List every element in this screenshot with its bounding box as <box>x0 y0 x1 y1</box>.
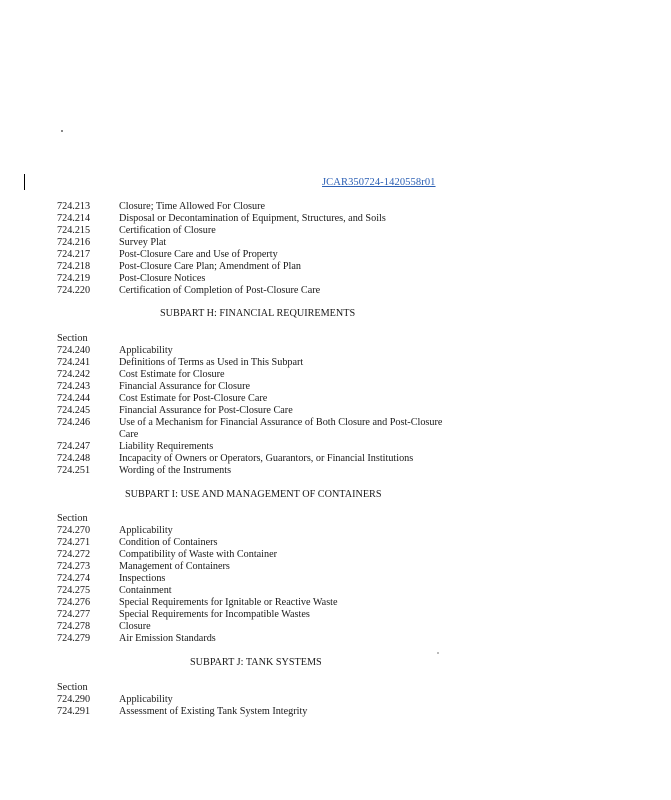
section-number: 724.246 <box>57 417 91 428</box>
section-number: 724.291 <box>57 706 91 717</box>
toc-row <box>57 441 477 453</box>
section-title: Condition of Containers <box>119 537 218 548</box>
change-bar <box>24 174 25 190</box>
toc-row <box>57 201 477 213</box>
section-number: 724.216 <box>57 237 91 248</box>
toc-row <box>57 549 477 561</box>
section-title: Cost Estimate for Closure <box>119 369 225 380</box>
toc-row <box>57 694 477 706</box>
toc-row <box>57 261 477 273</box>
toc-row <box>57 393 477 405</box>
toc-row <box>57 453 477 465</box>
subpart-h-heading: SUBPART H: FINANCIAL REQUIREMENTS <box>160 308 356 319</box>
section-number: 724.219 <box>57 273 91 284</box>
section-number: 724.275 <box>57 585 91 596</box>
section-number: 724.215 <box>57 225 91 236</box>
section-number: 724.217 <box>57 249 91 260</box>
section-title: Wording of the Instruments <box>119 465 232 476</box>
section-number: 724.279 <box>57 633 91 644</box>
section-title: Post-Closure Care and Use of Property <box>119 249 278 260</box>
toc-row <box>57 706 477 718</box>
section-number: 724.274 <box>57 573 91 584</box>
section-number: 724.290 <box>57 694 91 705</box>
section-label: Section <box>57 513 88 524</box>
section-title: Definitions of Terms as Used in This Subpart <box>119 357 304 368</box>
section-number: 724.214 <box>57 213 91 224</box>
section-label: Section <box>57 333 88 344</box>
toc-block-subpart-j <box>57 694 477 718</box>
section-title: Post-Closure Notices <box>119 273 206 284</box>
section-number: 724.218 <box>57 261 91 272</box>
toc-row <box>57 585 477 597</box>
section-number: 724.271 <box>57 537 91 548</box>
section-title: Applicability <box>119 694 173 705</box>
toc-block-subpart-i <box>57 525 477 645</box>
toc-row <box>57 381 477 393</box>
scan-speck <box>61 130 63 132</box>
section-title-continuation: Care <box>119 429 139 440</box>
toc-row <box>57 525 477 537</box>
section-title: Special Requirements for Ignitable or Reactive Waste <box>119 597 338 608</box>
toc-row <box>57 405 477 417</box>
section-number: 724.251 <box>57 465 91 476</box>
section-title: Certification of Closure <box>119 225 216 236</box>
section-number: 724.248 <box>57 453 91 464</box>
section-title: Special Requirements for Incompatible Wastes <box>119 609 310 620</box>
section-title: Incapacity of Owners or Operators, Guarantors, or Financial Institutions <box>119 453 414 464</box>
section-number: 724.213 <box>57 201 91 212</box>
section-title: Disposal or Decontamination of Equipment, Structures, and Soils <box>119 213 386 224</box>
section-title: Liability Requirements <box>119 441 214 452</box>
toc-row <box>57 609 477 621</box>
section-title: Use of a Mechanism for Financial Assurance of Both Closure and Post-Closure <box>119 417 443 428</box>
toc-row <box>57 369 477 381</box>
toc-row-continuation <box>57 429 477 441</box>
section-title: Containment <box>119 585 172 596</box>
section-number: 724.273 <box>57 561 91 572</box>
section-title: Financial Assurance for Post-Closure Care <box>119 405 293 416</box>
section-title: Closure <box>119 621 151 632</box>
section-title: Assessment of Existing Tank System Integrity <box>119 706 308 717</box>
toc-row <box>57 285 477 297</box>
toc-row <box>57 561 477 573</box>
section-number: 724.241 <box>57 357 91 368</box>
section-title: Inspections <box>119 573 166 584</box>
toc-row <box>57 273 477 285</box>
toc-row <box>57 633 477 645</box>
toc-row <box>57 465 477 477</box>
section-title: Cost Estimate for Post-Closure Care <box>119 393 268 404</box>
section-title: Closure; Time Allowed For Closure <box>119 201 266 212</box>
section-title: Post-Closure Care Plan; Amendment of Plan <box>119 261 301 272</box>
toc-row <box>57 345 477 357</box>
section-number: 724.220 <box>57 285 91 296</box>
section-title: Financial Assurance for Closure <box>119 381 250 392</box>
toc-block-subpart-h <box>57 345 477 477</box>
document-id-link[interactable]: JCAR350724-1420558r01 <box>322 177 436 188</box>
section-number: 724.240 <box>57 345 91 356</box>
section-title: Applicability <box>119 525 173 536</box>
section-number: 724.270 <box>57 525 91 536</box>
section-number: 724.247 <box>57 441 91 452</box>
toc-row <box>57 237 477 249</box>
section-title: Applicability <box>119 345 173 356</box>
subpart-i-heading: SUBPART I: USE AND MANAGEMENT OF CONTAINERS <box>125 489 382 500</box>
section-number: 724.242 <box>57 369 91 380</box>
section-title: Management of Containers <box>119 561 230 572</box>
section-number: 724.245 <box>57 405 91 416</box>
toc-block-closure <box>57 201 477 297</box>
section-title: Compatibility of Waste with Container <box>119 549 278 560</box>
toc-row <box>57 357 477 369</box>
section-number: 724.272 <box>57 549 91 560</box>
section-number: 724.244 <box>57 393 91 404</box>
toc-row <box>57 249 477 261</box>
section-label: Section <box>57 682 88 693</box>
section-title: Air Emission Standards <box>119 633 216 644</box>
section-title: Survey Plat <box>119 237 167 248</box>
section-number: 724.276 <box>57 597 91 608</box>
section-number: 724.243 <box>57 381 91 392</box>
toc-row <box>57 573 477 585</box>
toc-row <box>57 225 477 237</box>
toc-row <box>57 213 477 225</box>
scan-speck <box>437 652 439 654</box>
toc-row <box>57 621 477 633</box>
toc-row <box>57 597 477 609</box>
subpart-j-heading: SUBPART J: TANK SYSTEMS <box>190 657 322 668</box>
toc-row <box>57 537 477 549</box>
toc-row <box>57 417 477 429</box>
section-title: Certification of Completion of Post-Closure Care <box>119 285 321 296</box>
section-number: 724.278 <box>57 621 91 632</box>
section-number: 724.277 <box>57 609 91 620</box>
